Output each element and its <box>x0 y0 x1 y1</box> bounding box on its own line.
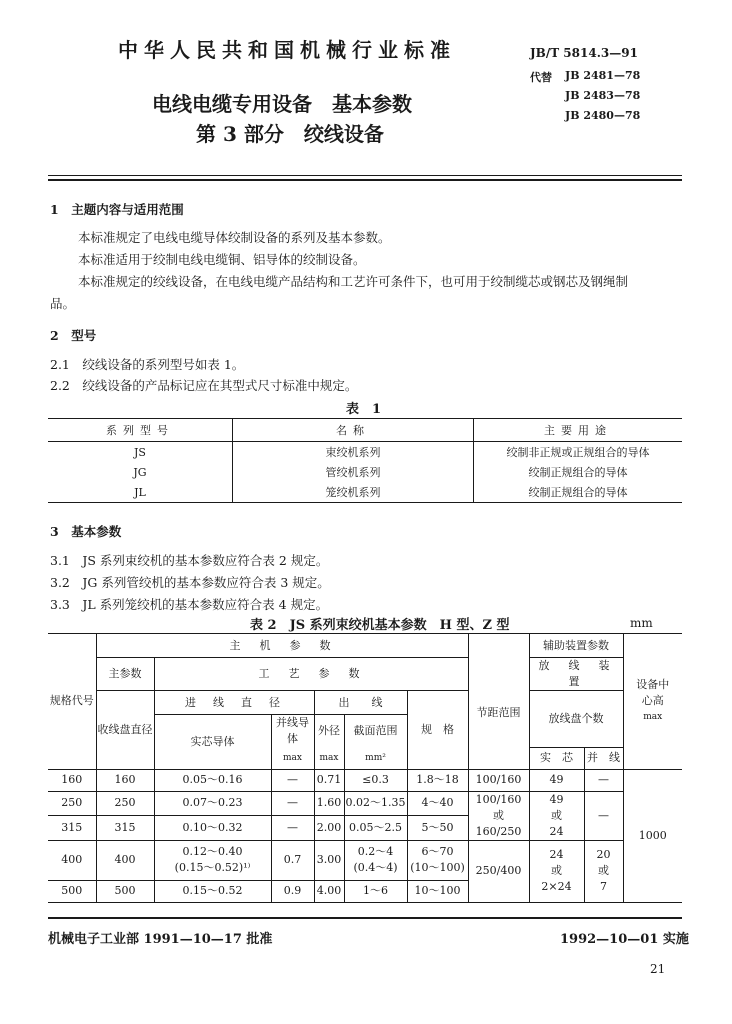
table2-cell: 400 <box>96 840 154 880</box>
table-row <box>48 769 682 791</box>
approval-note: 机械电子工业部 1991—10—17 批准 <box>48 932 273 947</box>
standard-title: 中华人民共和国机械行业标准 <box>118 38 456 62</box>
replaces-code-1: JB 2481—78 <box>565 69 641 82</box>
table2-cell: — <box>271 791 314 816</box>
table2-cell: 500 <box>96 880 154 902</box>
table2-cell: 1.60 <box>314 791 344 816</box>
table-row <box>48 791 682 816</box>
table2-cell: — <box>584 791 623 840</box>
table1-cell: 笼绞机系列 <box>233 482 474 503</box>
clause-3-2: 3.2 JG 系列管绞机的基本参数应符合表 3 规定。 <box>50 575 330 590</box>
table2-cell: 160 <box>96 769 154 791</box>
table2-cell: 或 <box>551 808 562 822</box>
table2-header-row-1 <box>48 634 682 658</box>
clause-3-3: 3.3 JL 系列笼绞机的基本参数应符合表 4 规定。 <box>50 597 329 612</box>
table2-cell: (0.4～4) <box>353 861 398 874</box>
table-row <box>48 482 682 503</box>
footer-rule <box>48 917 682 919</box>
table2-cell: 0.7 <box>271 840 314 880</box>
table2-cell: (10～100) <box>410 861 465 874</box>
table2-header-stranded: 并线导体 <box>271 715 314 748</box>
replaces-code-3: JB 2480—78 <box>565 109 641 122</box>
table2-header-aux: 辅助装置参数 <box>529 634 623 658</box>
table1-cell: JG <box>133 465 147 479</box>
table2-cell: 0.15～0.52 <box>154 880 271 902</box>
table2-cell: 2.00 <box>314 816 344 841</box>
section1-paragraph3: 本标准规定的绞线设备，在电线电缆产品结构和工艺许可条件下，也可用于绞制缆芯或钢芯及钢绳制 <box>78 274 629 289</box>
table1-cell: JL <box>48 482 233 503</box>
table2-header-solid: 实芯导体 <box>154 715 271 770</box>
table1-cell: 束绞机系列 <box>233 442 474 463</box>
table2-cell: 5～50 <box>407 816 468 841</box>
table1-header-row <box>48 419 682 442</box>
table2-cell: 或 <box>551 864 562 877</box>
table2-header-height-unit: max <box>643 712 663 723</box>
table2-cell: 1～6 <box>344 880 407 902</box>
table2-cell: 0.71 <box>314 769 344 791</box>
table2-header-spec2: 规 格 <box>407 691 468 770</box>
table2-cell: 10～100 <box>407 880 468 902</box>
table2-header-max2: max <box>314 747 344 769</box>
table2-cell: 250 <box>96 791 154 816</box>
table2-header-row-2 <box>48 658 682 691</box>
table-row <box>48 442 682 463</box>
table2-header-height <box>623 634 682 770</box>
table2-cell: 0.9 <box>271 880 314 902</box>
table-row <box>48 462 682 482</box>
effective-date: 1992—10—01 实施 <box>560 932 689 947</box>
replaces-code-2: JB 2483—78 <box>565 89 641 102</box>
table2-cell: 4.00 <box>314 880 344 902</box>
table2-cell: — <box>271 769 314 791</box>
table2-header-payoff: 放 线 装 置 <box>529 658 623 691</box>
clause-3-1: 3.1 JS 系列束绞机的基本参数应符合表 2 规定。 <box>50 553 329 568</box>
table2-header-lay: 节距范围 <box>468 658 529 770</box>
table2-cell: 0.07～0.23 <box>154 791 271 816</box>
table2-cell-solid-group <box>529 791 584 840</box>
table2-cell: 400 <box>48 840 96 880</box>
section3-heading: 3 基本参数 <box>50 524 122 539</box>
document-title-line1: 电线电缆专用设备 基本参数 <box>152 92 412 116</box>
table2-cell-group <box>344 840 407 880</box>
table2-height-value: 1000 <box>623 769 682 902</box>
table1-caption: 表 1 <box>346 402 382 417</box>
table1-header-series: 系列型号 <box>48 419 233 442</box>
table2-header-reel-dia: 收线盘直径 <box>96 691 154 770</box>
table2-cell: 160 <box>48 769 96 791</box>
header-rule-thin <box>48 175 682 176</box>
table2-cell: 315 <box>48 816 96 841</box>
table2-cell: 或 <box>598 864 609 877</box>
table1-header-usage: 主要用途 <box>474 419 683 442</box>
table2-cell: 100/160 <box>475 792 522 806</box>
table2-cell: 或 <box>493 808 504 822</box>
section1-paragraph1: 本标准规定了电线电缆导体绞制设备的系列及基本参数。 <box>78 230 391 245</box>
table2-cell: 20 <box>596 848 611 861</box>
clause-2-1: 2.1 绞线设备的系列型号如表 1。 <box>50 357 245 372</box>
table2-cell: 315 <box>96 816 154 841</box>
table2-caption: 表 2 JS 系列束绞机基本参数 H 型、Z 型 <box>250 618 510 633</box>
document-title-line2: 第 3 部分 绞线设备 <box>196 122 384 146</box>
table2-cell: 4～40 <box>407 791 468 816</box>
table2-header-solid2: 实 芯 <box>529 747 584 769</box>
table2-cell-spec-group <box>468 791 529 840</box>
table2-cell: 0.12～0.40 <box>182 845 243 858</box>
table2-cell: 0.02～1.35 <box>344 791 407 816</box>
table2-header-out: 出 线 <box>314 691 407 715</box>
table2-cell: 1.8～18 <box>407 769 468 791</box>
table2-cell-group <box>407 840 468 880</box>
section1-paragraph2: 本标准适用于绞制电线电缆铜、铝导体的绞制设备。 <box>78 252 366 267</box>
table2-header-height-label: 设备中心高 <box>636 678 670 708</box>
standard-code: JB/T 5814.3—91 <box>530 46 638 60</box>
table2-cell-group <box>154 840 271 880</box>
table1-header-name: 名称 <box>233 419 474 442</box>
table2-header-process: 工 艺 参 数 <box>154 658 468 691</box>
clause-2-2: 2.2 绞线设备的产品标记应在其型式尺寸标准中规定。 <box>50 378 358 393</box>
table2-cell: 160/250 <box>475 824 522 838</box>
table2-header-stranded2: 并 线 <box>584 747 623 769</box>
table1-cell: 绞制正规组合的导体 <box>474 462 683 482</box>
table2-header-spec: 规格代号 <box>48 634 96 770</box>
table2-header-area: 截面范围 <box>344 715 407 748</box>
table2-header-row-3 <box>48 691 682 715</box>
table2-cell: 2×24 <box>541 880 572 893</box>
table2 <box>48 633 682 903</box>
table1 <box>48 418 682 503</box>
table2-cell: 0.05～0.16 <box>154 769 271 791</box>
table2-cell: 250 <box>48 791 96 816</box>
table-row <box>48 840 682 880</box>
table2-header-in-dia: 进 线 直 径 <box>154 691 314 715</box>
table2-cell: 0.2～4 <box>357 845 394 858</box>
table2-cell: 100/160 <box>468 769 529 791</box>
table2-cell: 7 <box>600 880 607 893</box>
table1-cell: 绞制非正规或正规组合的导体 <box>474 442 683 463</box>
table2-header-mm2: mm² <box>344 747 407 769</box>
table2-header-count: 放线盘个数 <box>529 691 623 748</box>
table1-cell: JS <box>134 445 146 459</box>
table2-cell: 500 <box>48 880 96 902</box>
table2-cell-stranded-group <box>584 840 623 902</box>
table2-cell: — <box>271 816 314 841</box>
section2-heading: 2 型号 <box>50 328 97 343</box>
table2-cell: (0.15～0.52)¹⁾ <box>174 861 251 874</box>
table2-unit: mm <box>630 616 653 630</box>
table2-cell: 0.10～0.32 <box>154 816 271 841</box>
table1-cell: 管绞机系列 <box>233 462 474 482</box>
header-rule-thick <box>48 179 682 181</box>
table2-cell: 250/400 <box>468 840 529 902</box>
table2-cell: 49 <box>529 769 584 791</box>
section1-paragraph3-cont: 品。 <box>50 296 76 311</box>
table2-cell: — <box>584 769 623 791</box>
table2-header-od: 外径 <box>314 715 344 748</box>
replaces-label: 代替 <box>530 71 552 84</box>
table2-cell-empty <box>468 634 529 658</box>
table2-cell: 24 <box>549 848 564 861</box>
table2-cell-solid-group <box>529 840 584 902</box>
table2-cell: 3.00 <box>314 840 344 880</box>
table2-cell: 24 <box>549 824 564 838</box>
table2-cell: 6～70 <box>421 845 454 858</box>
table2-header-max1: max <box>271 747 314 769</box>
table2-cell: 49 <box>549 792 564 806</box>
table2-header-main: 主 机 参 数 <box>96 634 468 658</box>
table2-header-main-param: 主参数 <box>96 658 154 691</box>
table2-cell: 0.05～2.5 <box>344 816 407 841</box>
page-number: 21 <box>650 962 666 976</box>
table2-cell: ≤0.3 <box>344 769 407 791</box>
section1-heading: 1 主题内容与适用范围 <box>50 202 184 217</box>
table1-cell: 绞制正规组合的导体 <box>474 482 683 503</box>
